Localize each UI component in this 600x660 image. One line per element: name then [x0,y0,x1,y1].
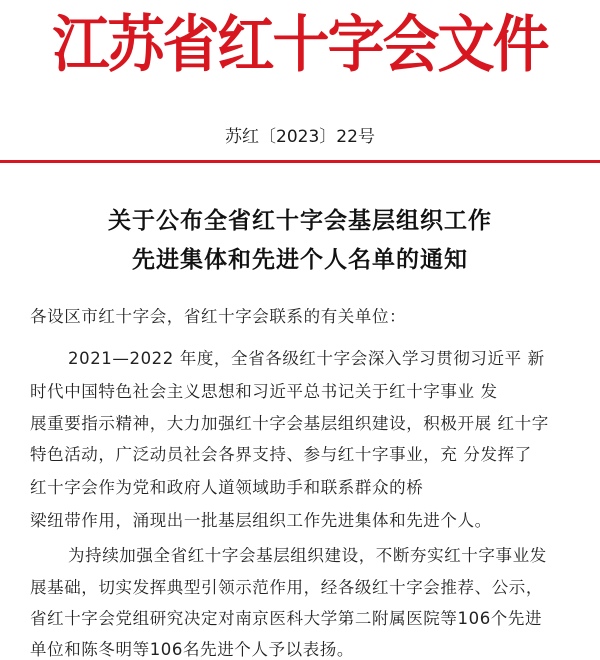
paragraph-2-line: 单位和陈冬明等106名先进个人予以表扬。 [30,640,354,659]
paragraph-2-line: 展基础，切实发挥典型引领示范作用，经各级红十字会推荐、公示， [30,578,543,597]
paragraph-1-line: 2021—2022 年度，全省各级红十字会深入学习贯彻习近平 新 [68,349,545,368]
paragraph-1-line: 时代中国特色社会主义思想和习近平总书记关于红十字事业 发 [30,382,498,401]
notice-title-line-2: 先进集体和先进个人名单的通知 [132,247,468,273]
paragraph-2-line: 为持续加强全省红十字会基层组织建设，不断夯实红十字事业发 [68,546,547,565]
document-header-title: 江苏省红十字会文件 [52,8,548,81]
paragraph-1-line: 红十字会作为党和政府人道领域助手和联系群众的桥 [30,478,424,497]
document-number: 苏红〔2023〕22号 [225,127,375,147]
paragraph-1-line: 梁纽带作用，涌现出一批基层组织工作先进集体和先进个人。 [30,511,492,530]
paragraph-1-line: 展重要指示精神，大力加强红十字会基层组织建设，积极开展 红十字 [30,414,549,433]
paragraph-2-line: 省红十字会党组研究决定对南京医科大学第二附属医院等106个先进 [30,609,543,628]
header-divider [0,160,600,163]
notice-title-line-1: 关于公布全省红十字会基层组织工作 [108,208,492,234]
paragraph-1-line: 特色活动，广泛动员社会各界支持、参与红十字事业，充 分发挥了 [30,445,532,464]
salutation: 各设区市红十字会，省红十字会联系的有关单位： [30,307,407,326]
